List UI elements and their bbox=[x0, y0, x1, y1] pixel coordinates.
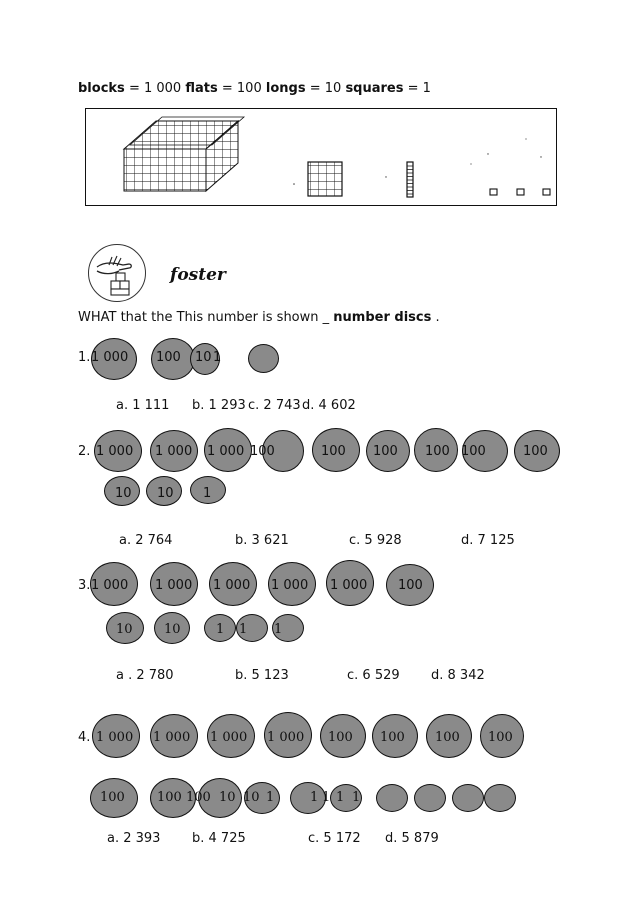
q4-disc-label: 10 bbox=[219, 790, 236, 805]
q4-option-d[interactable]: d. 5 879 bbox=[385, 831, 439, 846]
q2-disc-label: 10 bbox=[157, 486, 174, 501]
q2-option-b[interactable]: b. 3 621 bbox=[235, 533, 289, 548]
q4-disc-label: 100 bbox=[488, 730, 513, 745]
legend-blocks-value: 1 000 bbox=[143, 81, 182, 96]
q2-disc-label: 1 000 bbox=[96, 444, 134, 459]
q4-disc-label: 100 bbox=[435, 730, 460, 745]
hand-stacking-blocks-icon bbox=[89, 245, 145, 301]
q2-disc-label: 1 000 bbox=[155, 444, 193, 459]
q4-disc-label: 1 bbox=[310, 790, 319, 805]
q4-disc-label: 1 bbox=[336, 790, 345, 805]
q1-disc-label: 1 000 bbox=[91, 350, 129, 365]
q2-disc-label: 1 bbox=[203, 486, 212, 501]
q1-disc-label: 1 bbox=[213, 350, 222, 365]
q2-disc-label: 100 bbox=[425, 444, 450, 459]
legend-squares-value: 1 bbox=[422, 81, 431, 96]
q4-disc-label: 10 bbox=[243, 790, 260, 805]
q4-disc-label: 100 bbox=[157, 790, 182, 805]
brand-name: foster bbox=[170, 265, 226, 285]
q3-disc-label: 1 000 bbox=[213, 578, 251, 593]
q4-disc-label: 100 bbox=[100, 790, 125, 805]
q4-disc-label: 100 bbox=[186, 790, 211, 805]
q3-option-d[interactable]: d. 8 342 bbox=[431, 668, 485, 683]
q4-disc-label: 1 bbox=[322, 790, 331, 805]
q2-option-d[interactable]: d. 7 125 bbox=[461, 533, 515, 548]
legend-longs-value: 10 bbox=[324, 81, 342, 96]
q3-option-a[interactable]: a . 2 780 bbox=[116, 668, 174, 683]
q3-disc-label: 1 000 bbox=[155, 578, 193, 593]
q2-disc-label: 100 bbox=[321, 444, 346, 459]
legend-flats-value: 100 bbox=[236, 81, 262, 96]
question-2-number: 2. bbox=[78, 444, 91, 459]
long-ten-icon bbox=[407, 162, 413, 197]
q4-disc-label: 1 000 bbox=[267, 730, 305, 745]
instruction-line bbox=[78, 310, 440, 325]
q1-disc-blank bbox=[248, 344, 279, 373]
q2-option-a[interactable]: a. 2 764 bbox=[119, 533, 173, 548]
block-thousand-icon bbox=[124, 117, 244, 191]
q2-disc-label: 100 bbox=[250, 444, 275, 459]
q4-option-a[interactable]: a. 2 393 bbox=[107, 831, 161, 846]
q4-disc-label: 1 000 bbox=[153, 730, 191, 745]
q4-disc-label: 1 000 bbox=[210, 730, 248, 745]
q1-option-c[interactable]: c. 2 743 bbox=[248, 398, 301, 413]
legend-squares: squares bbox=[345, 81, 404, 96]
question-4-number: 4. bbox=[78, 730, 91, 745]
question-3-number: 3. bbox=[78, 578, 91, 593]
q4-disc-label: 100 bbox=[328, 730, 353, 745]
q1-disc-label: 100 bbox=[156, 350, 181, 365]
q2-disc-label: 100 bbox=[461, 444, 486, 459]
q4-disc-label: 100 bbox=[380, 730, 405, 745]
q2-disc-label: 10 bbox=[115, 486, 132, 501]
q4-disc-label: 1 bbox=[266, 790, 275, 805]
legend-longs: longs bbox=[265, 81, 306, 96]
q2-disc-label: 100 bbox=[523, 444, 548, 459]
q4-disc-blank bbox=[376, 784, 408, 812]
base-ten-blocks-illustration bbox=[86, 109, 555, 204]
q3-disc-label: 1 bbox=[216, 622, 225, 637]
unit-square-icons bbox=[490, 189, 550, 195]
q3-disc-label: 100 bbox=[398, 578, 423, 593]
q4-disc-blank bbox=[452, 784, 484, 812]
q4-disc-label: 1 000 bbox=[96, 730, 134, 745]
q2-disc-label: 100 bbox=[373, 444, 398, 459]
question-1-number: 1. bbox=[78, 350, 91, 365]
q4-disc-blank bbox=[484, 784, 516, 812]
instruction-suffix: . bbox=[435, 310, 440, 325]
q1-option-a[interactable]: a. 1 111 bbox=[116, 398, 170, 413]
q2-option-c[interactable]: c. 5 928 bbox=[349, 533, 402, 548]
hand-blocks-logo bbox=[88, 244, 146, 302]
legend-blocks: blocks bbox=[78, 81, 125, 96]
legend-flats: flats bbox=[185, 81, 218, 96]
q4-disc-label: 1 bbox=[352, 790, 361, 805]
q3-disc-label: 10 bbox=[164, 622, 181, 637]
q3-disc-label: 1 bbox=[274, 622, 283, 637]
q4-option-b[interactable]: b. 4 725 bbox=[192, 831, 246, 846]
q2-disc-label: 1 000 bbox=[207, 444, 245, 459]
base-ten-blocks-figure bbox=[85, 108, 557, 206]
q3-option-c[interactable]: c. 6 529 bbox=[347, 668, 400, 683]
q4-option-c[interactable]: c. 5 172 bbox=[308, 831, 361, 846]
q4-disc-10 bbox=[290, 782, 326, 814]
instruction-text: WHAT that the This number is shown _ bbox=[78, 310, 330, 325]
place-value-legend: blocks = 1 000 flats = 100 longs = 10 squares = 1 bbox=[78, 81, 431, 96]
q3-option-b[interactable]: b. 5 123 bbox=[235, 668, 289, 683]
flat-hundred-icon bbox=[308, 162, 342, 196]
q3-disc-label: 10 bbox=[116, 622, 133, 637]
q1-disc-label: 10 bbox=[195, 350, 212, 365]
instruction-bold: number discs bbox=[333, 310, 432, 325]
q3-disc-label: 1 000 bbox=[91, 578, 129, 593]
q3-disc-label: 1 bbox=[239, 622, 248, 637]
q3-disc-label: 1 000 bbox=[271, 578, 309, 593]
q3-disc-label: 1 000 bbox=[330, 578, 368, 593]
q4-disc-blank bbox=[414, 784, 446, 812]
q1-option-d[interactable]: d. 4 602 bbox=[302, 398, 356, 413]
q1-option-b[interactable]: b. 1 293 bbox=[192, 398, 246, 413]
